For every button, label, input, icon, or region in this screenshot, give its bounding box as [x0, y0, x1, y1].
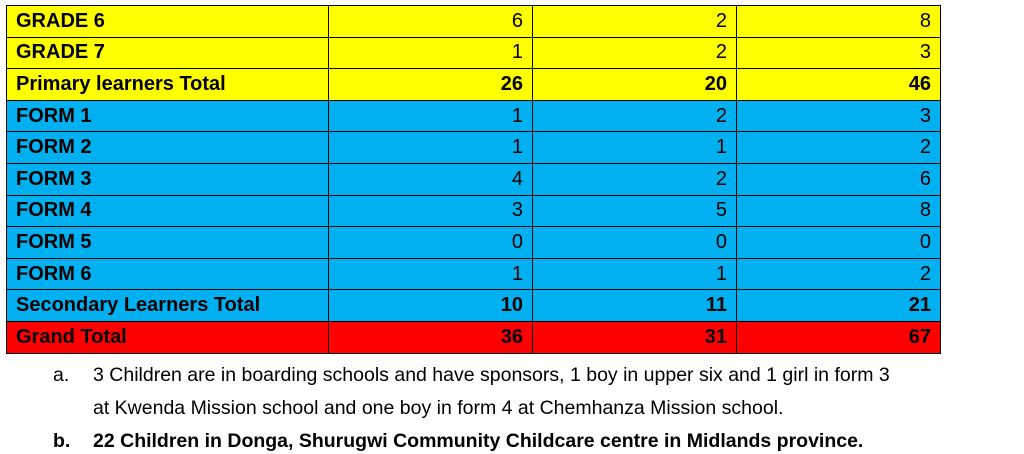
row-label: FORM 3 [7, 163, 329, 195]
cell-col2: 31 [533, 321, 737, 353]
cell-col3: 6 [737, 163, 941, 195]
cell-col3: 67 [737, 321, 941, 353]
cell-col2: 2 [533, 100, 737, 132]
table-row [7, 100, 941, 132]
table-row [7, 132, 941, 164]
table-row [7, 227, 941, 259]
cell-col3: 3 [737, 37, 941, 69]
row-label: Grand Total [7, 321, 329, 353]
note-b-marker: b. [53, 430, 71, 452]
cell-col1: 1 [329, 37, 533, 69]
cell-col3: 2 [737, 258, 941, 290]
cell-col3: 0 [737, 227, 941, 259]
cell-col1: 26 [329, 69, 533, 101]
row-label: FORM 5 [7, 227, 329, 259]
table-row [7, 69, 941, 101]
cell-col2: 11 [533, 290, 737, 322]
cell-col2: 2 [533, 37, 737, 69]
cell-col2: 1 [533, 132, 737, 164]
cell-col1: 0 [329, 227, 533, 259]
note-a-marker: a. [53, 364, 70, 386]
cell-col1: 1 [329, 132, 533, 164]
cell-col1: 3 [329, 195, 533, 227]
cell-col2: 2 [533, 163, 737, 195]
learners-table [6, 5, 941, 354]
cell-col2: 0 [533, 227, 737, 259]
cell-col1: 1 [329, 258, 533, 290]
note-a-line1: 3 Children are in boarding schools and have sponsors, 1 boy in upper six and 1 girl in form 3 [93, 364, 890, 386]
cell-col3: 3 [737, 100, 941, 132]
row-label: GRADE 6 [7, 6, 329, 38]
table-row [7, 6, 941, 38]
cell-col1: 36 [329, 321, 533, 353]
table-row [7, 258, 941, 290]
cell-col2: 1 [533, 258, 737, 290]
cell-col2: 5 [533, 195, 737, 227]
cell-col3: 46 [737, 69, 941, 101]
cell-col3: 8 [737, 6, 941, 38]
cell-col2: 2 [533, 6, 737, 38]
cell-col1: 4 [329, 163, 533, 195]
cell-col1: 1 [329, 100, 533, 132]
row-label: Primary learners Total [7, 69, 329, 101]
table-row [7, 290, 941, 322]
table-row [7, 163, 941, 195]
note-b-text: 22 Children in Donga, Shurugwi Community Childcare centre in Midlands province. [93, 430, 864, 452]
cell-col3: 8 [737, 195, 941, 227]
row-label: Secondary Learners Total [7, 290, 329, 322]
cell-col2: 20 [533, 69, 737, 101]
cell-col1: 10 [329, 290, 533, 322]
row-label: FORM 6 [7, 258, 329, 290]
table-row [7, 321, 941, 353]
row-label: FORM 1 [7, 100, 329, 132]
table-row [7, 37, 941, 69]
row-label: FORM 4 [7, 195, 329, 227]
cell-col3: 21 [737, 290, 941, 322]
cell-col3: 2 [737, 132, 941, 164]
cell-col1: 6 [329, 6, 533, 38]
row-label: FORM 2 [7, 132, 329, 164]
note-a-line2: at Kwenda Mission school and one boy in form 4 at Chemhanza Mission school. [93, 397, 784, 419]
table-row [7, 195, 941, 227]
learners-table-body [7, 6, 941, 354]
row-label: GRADE 7 [7, 37, 329, 69]
